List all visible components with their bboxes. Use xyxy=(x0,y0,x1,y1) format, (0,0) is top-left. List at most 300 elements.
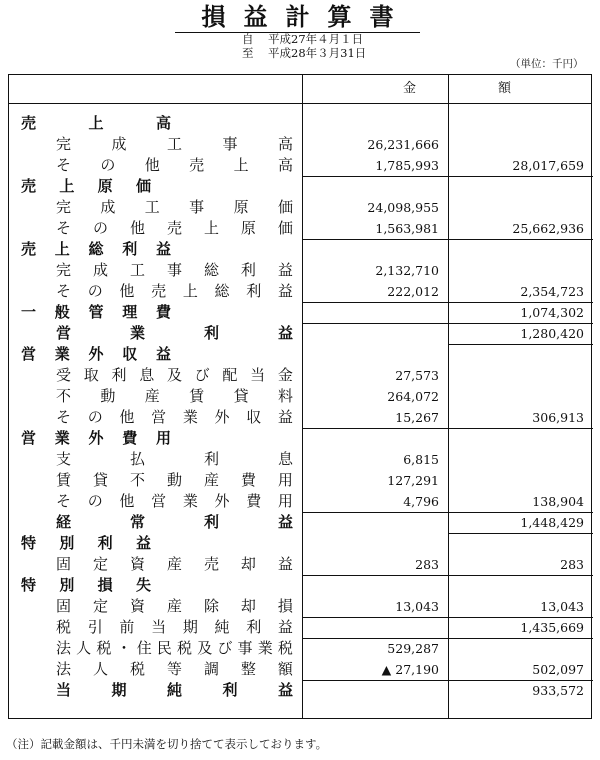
row-label-char: 期 xyxy=(182,618,198,636)
row-label-char: 利 xyxy=(111,366,127,384)
row-label xyxy=(21,575,151,596)
row-label-char: 費 xyxy=(122,429,138,447)
amount-total: 933,572 xyxy=(532,683,584,698)
row-label-char: 売 xyxy=(203,555,219,573)
row-label-char: 上 xyxy=(182,282,198,300)
row-label-char: 営 xyxy=(21,429,37,447)
row-label-char: 税 xyxy=(177,639,193,657)
row-label-char: 固 xyxy=(56,555,72,573)
row-label-char: そ xyxy=(56,282,72,300)
statement-row xyxy=(9,638,593,659)
fiscal-period xyxy=(242,32,366,60)
amount-total: 25,662,936 xyxy=(512,221,584,236)
row-label-char: 理 xyxy=(122,303,138,321)
row-label-char: 完 xyxy=(56,135,72,153)
row-label-char: 特 xyxy=(21,534,37,552)
row-label xyxy=(56,491,293,512)
row-label xyxy=(21,239,171,260)
row-label-char: 調 xyxy=(203,660,219,678)
row-label-char: 整 xyxy=(240,660,256,678)
row-label-char: 金 xyxy=(277,366,293,384)
row-label-char: 他 xyxy=(119,492,135,510)
statement-row xyxy=(9,575,593,596)
row-label-char: 売 xyxy=(21,240,37,258)
row-label-char: 事 xyxy=(166,261,182,279)
row-label xyxy=(56,365,293,386)
row-label-char: 一 xyxy=(21,303,37,321)
amount-total: 1,435,669 xyxy=(520,620,584,635)
subtotal-rule xyxy=(448,323,593,324)
statement-row xyxy=(9,491,593,512)
row-label-char: 用 xyxy=(155,429,171,447)
row-label-char: 利 xyxy=(203,513,219,531)
amount-total xyxy=(449,449,584,470)
row-label-char: 固 xyxy=(56,597,72,615)
row-label-char: 総 xyxy=(88,240,104,258)
amount-detail xyxy=(303,113,439,134)
row-label-char: 業 xyxy=(54,429,70,447)
row-label-char: そ xyxy=(56,156,72,174)
row-label-char: 価 xyxy=(277,219,293,237)
row-label-char: 益 xyxy=(277,513,293,531)
statement-row xyxy=(9,281,593,302)
row-label-char: 管 xyxy=(88,303,104,321)
amount-detail: 264,072 xyxy=(387,389,439,404)
row-label-char: び xyxy=(217,639,233,657)
statement-row xyxy=(9,260,593,281)
subtotal-rule xyxy=(302,176,448,177)
statement-row xyxy=(9,134,593,155)
period-to xyxy=(242,46,366,60)
footnote: （注）記載金額は、千円未満を切り捨てて表示しております。 xyxy=(6,737,328,751)
row-label-char: 業 xyxy=(182,408,198,426)
row-label-char: 高 xyxy=(155,114,171,132)
subtotal-rule xyxy=(448,512,593,513)
row-label xyxy=(21,176,151,197)
amount-total: 13,043 xyxy=(540,599,584,614)
subtotal-rule xyxy=(302,617,448,618)
row-label xyxy=(56,407,293,428)
subtotal-rule xyxy=(302,512,448,513)
statement-row xyxy=(9,365,593,386)
row-label-char: そ xyxy=(56,219,72,237)
unit-label: （単位：千円） xyxy=(510,58,584,70)
row-label-char: 別 xyxy=(59,576,75,594)
amount-total xyxy=(449,260,584,281)
subtotal-rule xyxy=(302,239,448,240)
amount-detail xyxy=(303,323,439,344)
row-label-char: 損 xyxy=(277,597,293,615)
row-label-char: 配 xyxy=(222,366,238,384)
row-label-char: 上 xyxy=(54,240,70,258)
row-label-char: の xyxy=(87,408,103,426)
statement-row xyxy=(9,113,593,134)
row-label-char: 当 xyxy=(151,618,167,636)
row-label xyxy=(56,218,293,239)
row-label-char: 純 xyxy=(214,618,230,636)
subtotal-rule xyxy=(448,176,593,177)
row-label-char: 貸 xyxy=(233,387,249,405)
row-label-char: 産 xyxy=(203,471,219,489)
amount-detail xyxy=(303,302,439,323)
header-kin: 金 xyxy=(403,81,417,96)
subtotal-rule xyxy=(302,302,448,303)
row-label-char: ・ xyxy=(116,639,132,657)
row-label-char: そ xyxy=(56,408,72,426)
amount-total xyxy=(449,197,584,218)
row-label-char: 費 xyxy=(246,492,262,510)
row-label-char: 却 xyxy=(240,597,256,615)
period-to-label: 至 xyxy=(242,46,254,60)
amount-total xyxy=(449,638,584,659)
period-from-date: 平成27年４月１日 xyxy=(268,32,364,46)
row-label-char: の xyxy=(87,492,103,510)
amount-detail xyxy=(303,512,439,533)
row-label-char: 他 xyxy=(119,408,135,426)
row-label xyxy=(21,428,171,449)
row-label-char: 外 xyxy=(214,408,230,426)
amount-detail: 13,043 xyxy=(395,599,439,614)
statement-row xyxy=(9,554,593,575)
row-label-char: 息 xyxy=(139,366,155,384)
row-label-char: 工 xyxy=(144,198,160,216)
row-label-char: 不 xyxy=(129,471,145,489)
amount-detail: 127,291 xyxy=(387,473,439,488)
subtotal-rule xyxy=(448,638,593,639)
row-label-char: 外 xyxy=(88,429,104,447)
subtotal-rule xyxy=(448,428,593,429)
row-label-char: 損 xyxy=(97,576,113,594)
subtotal-rule xyxy=(448,239,593,240)
row-label-char: 成 xyxy=(100,198,116,216)
row-label-char: 人 xyxy=(92,660,108,678)
row-label-char: 費 xyxy=(240,471,256,489)
row-label xyxy=(56,260,293,281)
amount-detail xyxy=(303,617,439,638)
row-label-char: 総 xyxy=(203,261,219,279)
amount-total xyxy=(449,239,584,260)
row-label xyxy=(56,323,293,344)
row-label-char: 特 xyxy=(21,576,37,594)
row-label-char: 益 xyxy=(277,555,293,573)
row-label-char: 益 xyxy=(277,408,293,426)
amount-detail: 1,563,981 xyxy=(375,221,439,236)
row-label-char: 業 xyxy=(182,492,198,510)
subtotal-rule xyxy=(448,302,593,303)
row-label-char: 貸 xyxy=(92,471,108,489)
row-label-char: 益 xyxy=(277,618,293,636)
amount-total xyxy=(449,470,584,491)
row-label xyxy=(56,134,293,155)
row-label-char: 及 xyxy=(197,639,213,657)
row-label-char: 税 xyxy=(277,639,293,657)
statement-row xyxy=(9,386,593,407)
row-label-char: 原 xyxy=(97,177,113,195)
row-label xyxy=(56,638,293,659)
row-label-char: 料 xyxy=(277,387,293,405)
row-label-char: 営 xyxy=(21,345,37,363)
row-label xyxy=(56,470,293,491)
row-label xyxy=(56,197,293,218)
amount-total: 1,074,302 xyxy=(520,305,584,320)
row-label-char: 益 xyxy=(155,240,171,258)
amount-detail xyxy=(303,680,439,701)
row-label-char: 人 xyxy=(76,639,92,657)
row-label-char: 収 xyxy=(122,345,138,363)
amount-total: 306,913 xyxy=(532,410,584,425)
period-from xyxy=(242,32,366,46)
row-label xyxy=(21,302,171,323)
amount-detail: 15,267 xyxy=(395,410,439,425)
amount-total: 502,097 xyxy=(532,662,584,677)
row-label-char: 益 xyxy=(135,534,151,552)
row-label-char: 受 xyxy=(56,366,72,384)
amount-total: 138,904 xyxy=(532,494,584,509)
row-label xyxy=(56,659,293,680)
row-label-char: 税 xyxy=(129,660,145,678)
statement-row xyxy=(9,428,593,449)
row-label-char: の xyxy=(92,219,108,237)
row-label xyxy=(56,554,293,575)
row-label-char: 工 xyxy=(166,135,182,153)
amount-detail: 24,098,955 xyxy=(367,200,439,215)
statement-row xyxy=(9,533,593,554)
header-gaku: 額 xyxy=(498,81,512,96)
row-label-char: 高 xyxy=(277,156,293,174)
row-label-char: 利 xyxy=(203,324,219,342)
row-label xyxy=(56,281,293,302)
row-label-char: 売 xyxy=(189,156,205,174)
row-label-char: 価 xyxy=(277,198,293,216)
row-label-char: 業 xyxy=(54,345,70,363)
row-label-char: 利 xyxy=(246,282,262,300)
row-label-char: 他 xyxy=(144,156,160,174)
row-label-char: 上 xyxy=(88,114,104,132)
row-label-char: 益 xyxy=(277,261,293,279)
statement-row xyxy=(9,218,593,239)
row-label-char: 及 xyxy=(166,366,182,384)
subtotal-rule xyxy=(302,323,448,324)
amount-total xyxy=(449,344,584,365)
row-label-char: 高 xyxy=(277,135,293,153)
statement-row xyxy=(9,155,593,176)
row-label-char: 売 xyxy=(151,282,167,300)
row-label-char: 引 xyxy=(87,618,103,636)
subtotal-rule xyxy=(302,575,448,576)
amount-total xyxy=(449,386,584,407)
row-label-char: 事 xyxy=(237,639,253,657)
row-label-char: 法 xyxy=(56,639,72,657)
row-label xyxy=(21,533,151,554)
subtotal-rule xyxy=(302,680,448,681)
amount-detail xyxy=(303,428,439,449)
row-label-char: 原 xyxy=(233,198,249,216)
row-label-char: の xyxy=(100,156,116,174)
amount-detail: 6,815 xyxy=(403,452,439,467)
row-label-char: 定 xyxy=(92,597,108,615)
statement-row xyxy=(9,197,593,218)
row-label-char: 利 xyxy=(203,450,219,468)
row-label xyxy=(56,596,293,617)
row-label-char: 産 xyxy=(166,555,182,573)
row-label-char: 外 xyxy=(214,492,230,510)
amount-detail: 26,231,666 xyxy=(367,137,439,152)
amount-detail: 529,287 xyxy=(387,641,439,656)
row-label-char: 利 xyxy=(222,681,238,699)
row-label-char: 総 xyxy=(214,282,230,300)
amount-detail xyxy=(303,575,439,596)
row-label-char: 息 xyxy=(277,450,293,468)
row-label-char: 他 xyxy=(119,282,135,300)
row-label xyxy=(21,344,171,365)
amount-total xyxy=(449,428,584,449)
statement-row xyxy=(9,617,593,638)
row-label-char: 価 xyxy=(135,177,151,195)
row-label xyxy=(56,680,293,701)
statement-row xyxy=(9,659,593,680)
row-label-char: 費 xyxy=(155,303,171,321)
row-label-char: 当 xyxy=(56,681,72,699)
row-label-char: 事 xyxy=(189,198,205,216)
subtotal-rule xyxy=(302,428,448,429)
row-label-char: 純 xyxy=(166,681,182,699)
row-label-char: 上 xyxy=(203,219,219,237)
row-label-char: 前 xyxy=(119,618,135,636)
amount-total: 1,280,420 xyxy=(520,326,584,341)
statement-row xyxy=(9,407,593,428)
row-label xyxy=(56,512,293,533)
income-statement-table xyxy=(8,74,592,719)
row-label-char: 益 xyxy=(277,681,293,699)
period-from-label: 自 xyxy=(242,32,254,46)
row-label-char: 別 xyxy=(59,534,75,552)
amount-total xyxy=(449,533,584,554)
subtotal-rule xyxy=(448,617,593,618)
row-label-char: 動 xyxy=(166,471,182,489)
amount-detail xyxy=(303,176,439,197)
row-label-char: の xyxy=(87,282,103,300)
row-label-char: 売 xyxy=(21,177,37,195)
row-label-char: 払 xyxy=(129,450,145,468)
row-label-char: 除 xyxy=(203,597,219,615)
statement-title-block xyxy=(175,4,420,33)
row-label-char: 用 xyxy=(277,492,293,510)
statement-row xyxy=(9,176,593,197)
row-label xyxy=(56,386,293,407)
row-label-char: 工 xyxy=(129,261,145,279)
row-label-char: 外 xyxy=(88,345,104,363)
row-label-char: 却 xyxy=(240,555,256,573)
statement-row xyxy=(9,239,593,260)
header-divider xyxy=(9,103,591,104)
row-label-char: 上 xyxy=(59,177,75,195)
amount-total xyxy=(449,176,584,197)
amount-detail: 222,012 xyxy=(387,284,439,299)
statement-row xyxy=(9,449,593,470)
row-label-char: 取 xyxy=(83,366,99,384)
row-label-char: 支 xyxy=(56,450,72,468)
statement-row xyxy=(9,596,593,617)
statement-row xyxy=(9,512,593,533)
amount-detail xyxy=(303,239,439,260)
row-label-char: 利 xyxy=(97,534,113,552)
amount-detail xyxy=(303,533,439,554)
row-label-char: 賃 xyxy=(189,387,205,405)
amount-total: 28,017,659 xyxy=(512,158,584,173)
row-label-char: び xyxy=(194,366,210,384)
amount-total xyxy=(449,365,584,386)
row-label-char: 利 xyxy=(122,240,138,258)
amount-detail: 27,573 xyxy=(395,368,439,383)
row-label-char: 額 xyxy=(277,660,293,678)
row-label-char: 不 xyxy=(56,387,72,405)
row-label-char: 産 xyxy=(166,597,182,615)
row-label-char: 売 xyxy=(166,219,182,237)
amount-total: 283 xyxy=(560,557,584,572)
row-label-char: 経 xyxy=(56,513,72,531)
row-label-char: 利 xyxy=(240,261,256,279)
row-label-char: 売 xyxy=(21,114,37,132)
row-label-char: 税 xyxy=(96,639,112,657)
row-label-char: 民 xyxy=(156,639,172,657)
row-label-char: 完 xyxy=(56,261,72,279)
row-label-char: 常 xyxy=(129,513,145,531)
row-label-char: 成 xyxy=(111,135,127,153)
row-label-char: 完 xyxy=(56,198,72,216)
row-label-char: 収 xyxy=(246,408,262,426)
period-to-date: 平成28年３月31日 xyxy=(268,46,367,60)
row-label-char: 法 xyxy=(56,660,72,678)
statement-row xyxy=(9,302,593,323)
row-label xyxy=(56,617,293,638)
row-label-char: 当 xyxy=(250,366,266,384)
subtotal-rule xyxy=(448,575,593,576)
row-label-char: 住 xyxy=(136,639,152,657)
amount-total xyxy=(449,113,584,134)
subtotal-rule xyxy=(448,680,593,681)
row-label-char: 般 xyxy=(54,303,70,321)
row-label-char: 成 xyxy=(92,261,108,279)
row-label-char: 動 xyxy=(100,387,116,405)
statement-row xyxy=(9,470,593,491)
row-label-char: 原 xyxy=(240,219,256,237)
row-label-char: 産 xyxy=(144,387,160,405)
row-label-char: 利 xyxy=(246,618,262,636)
row-label xyxy=(56,155,293,176)
row-label-char: 営 xyxy=(56,324,72,342)
row-label-char: 等 xyxy=(166,660,182,678)
amount-detail: 283 xyxy=(415,557,439,572)
subtotal-rule xyxy=(302,638,448,639)
amount-total xyxy=(449,134,584,155)
amount-detail: 2,132,710 xyxy=(375,263,439,278)
subtotal-rule xyxy=(448,344,593,345)
row-label xyxy=(21,113,171,134)
row-label-char: 資 xyxy=(129,555,145,573)
row-label-char: そ xyxy=(56,492,72,510)
amount-total xyxy=(449,575,584,596)
amount-detail: ▲ 27,190 xyxy=(381,662,439,677)
row-label-char: 営 xyxy=(151,492,167,510)
row-label-char: 事 xyxy=(222,135,238,153)
row-label-char: 上 xyxy=(233,156,249,174)
row-label-char: 業 xyxy=(257,639,273,657)
amount-total: 1,448,429 xyxy=(520,515,584,530)
row-label-char: 税 xyxy=(56,618,72,636)
row-label-char: 益 xyxy=(155,345,171,363)
statement-title: 損益計算書 xyxy=(201,2,412,31)
amount-detail xyxy=(303,344,439,365)
